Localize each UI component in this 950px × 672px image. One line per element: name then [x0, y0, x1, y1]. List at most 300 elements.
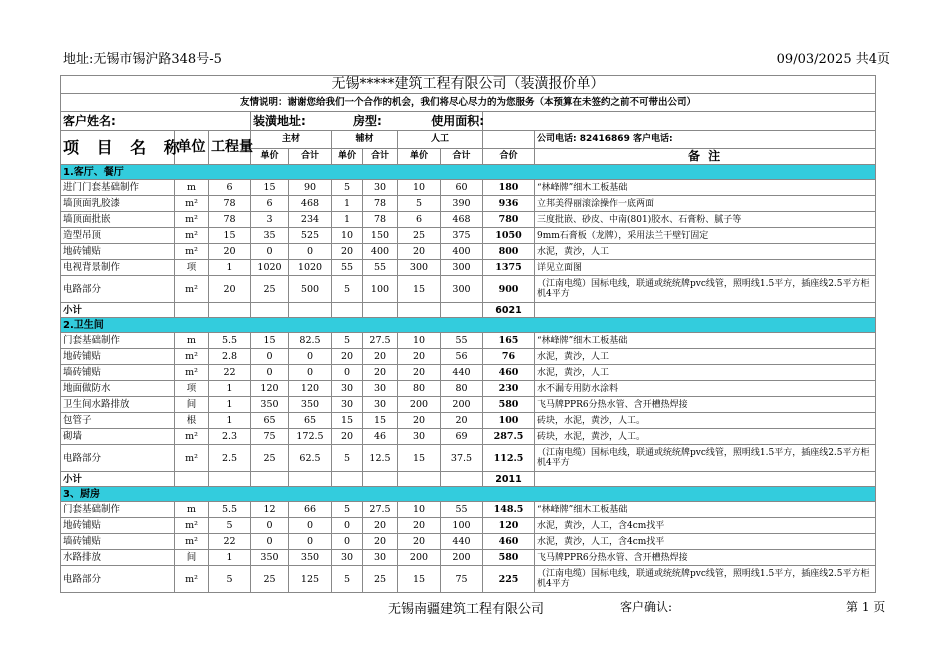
labor-subtotal: 400: [441, 244, 483, 260]
company-phone: 公司电话: 82416869 客户电话:: [535, 131, 876, 149]
table-row: [61, 212, 876, 228]
quantity: 78: [209, 196, 251, 212]
labor-subtotal: 100: [441, 518, 483, 534]
labor-unit-price: 20: [398, 518, 441, 534]
table-row: [61, 196, 876, 212]
labor-subtotal: 468: [441, 212, 483, 228]
col-item: 项 目 名 称: [61, 131, 175, 165]
subtotal-label: 小计: [61, 472, 175, 487]
aux-unit-price: 30: [332, 381, 363, 397]
footer-company: 无锡南疆建筑工程有限公司: [388, 602, 545, 617]
unit: m²: [175, 518, 209, 534]
sheet-title: 无锡*****建筑工程有限公司（装潢报价单）: [61, 76, 876, 94]
main-unit-price: 12: [251, 502, 289, 518]
section-title: 1.客厅、餐厅: [61, 165, 876, 180]
subtotal-row: [61, 472, 876, 487]
aux-unit-price: 15: [332, 413, 363, 429]
labor-unit-price: 10: [398, 502, 441, 518]
info-row: [61, 112, 876, 131]
unit: m²: [175, 534, 209, 550]
main-subtotal: 65: [289, 413, 332, 429]
labor-subtotal: 375: [441, 228, 483, 244]
row-total: 287.5: [483, 429, 535, 445]
aux-subtotal: 20: [363, 349, 398, 365]
main-subtotal: 500: [289, 276, 332, 303]
main-unit-price: 25: [251, 276, 289, 303]
item-name: 电路部分: [61, 276, 175, 303]
table-row: [61, 260, 876, 276]
item-name: 电路部分: [61, 445, 175, 472]
row-total: 112.5: [483, 445, 535, 472]
main-unit-price: 15: [251, 333, 289, 349]
unit: m: [175, 333, 209, 349]
empty-cell: [398, 303, 441, 318]
main-subtotal: 468: [289, 196, 332, 212]
item-name: 墙顶面乳胶漆: [61, 196, 175, 212]
customer-name-label: 客户姓名:: [61, 112, 251, 131]
aux-subtotal: 100: [363, 276, 398, 303]
table-row: [61, 566, 876, 593]
empty-cell: [441, 472, 483, 487]
main-subtotal: 90: [289, 180, 332, 196]
empty-cell: [175, 303, 209, 318]
labor-subtotal: 37.5: [441, 445, 483, 472]
item-name: 地砖铺贴: [61, 518, 175, 534]
col-aux-subtotal: 合计: [363, 149, 398, 165]
aux-subtotal: 55: [363, 260, 398, 276]
row-total: 936: [483, 196, 535, 212]
unit: 项: [175, 260, 209, 276]
row-total: 1375: [483, 260, 535, 276]
aux-unit-price: 20: [332, 244, 363, 260]
header-date-pages: 09/03/2025 共4页: [776, 52, 890, 67]
main-unit-price: 35: [251, 228, 289, 244]
main-subtotal: 0: [289, 349, 332, 365]
main-subtotal: 82.5: [289, 333, 332, 349]
main-subtotal: 0: [289, 534, 332, 550]
quantity: 1: [209, 397, 251, 413]
main-subtotal: 62.5: [289, 445, 332, 472]
notice-text: 友情说明：谢谢您给我们一个合作的机会，我们将尽心尽力的为您服务（本预算在未签约之前不可带出公司）: [61, 94, 876, 112]
main-subtotal: 0: [289, 365, 332, 381]
remark: 9mm石膏板（龙牌），采用法兰干壁钉固定: [535, 228, 876, 244]
unit: m²: [175, 228, 209, 244]
labor-unit-price: 20: [398, 413, 441, 429]
row-total: 76: [483, 349, 535, 365]
labor-unit-price: 20: [398, 365, 441, 381]
labor-subtotal: 300: [441, 276, 483, 303]
labor-subtotal: 440: [441, 534, 483, 550]
row-total: 230: [483, 381, 535, 397]
item-name: 卫生间水路排放: [61, 397, 175, 413]
unit: m²: [175, 196, 209, 212]
aux-subtotal: 20: [363, 365, 398, 381]
main-unit-price: 0: [251, 244, 289, 260]
item-name: 门套基础制作: [61, 333, 175, 349]
quantity: 1: [209, 413, 251, 429]
quantity: 5: [209, 566, 251, 593]
remark: “林峰牌”细木工板基础: [535, 333, 876, 349]
table-row: [61, 502, 876, 518]
aux-unit-price: 20: [332, 429, 363, 445]
row-total: 460: [483, 365, 535, 381]
table-row: [61, 333, 876, 349]
remark: 立邦美得丽滚涂操作一底两面: [535, 196, 876, 212]
header-address: 地址:无锡市锡沪路348号-5: [63, 52, 222, 67]
empty-cell: [332, 303, 363, 318]
remark: 水泥，黄沙，人工，含4cm找平: [535, 518, 876, 534]
empty-cell: [332, 472, 363, 487]
col-main-unit-price: 单价: [251, 149, 289, 165]
quantity: 20: [209, 244, 251, 260]
quantity: 1: [209, 550, 251, 566]
labor-subtotal: 80: [441, 381, 483, 397]
col-qty: 工程量: [209, 131, 251, 165]
main-unit-price: 0: [251, 518, 289, 534]
col-aux-unit-price: 单价: [332, 149, 363, 165]
remark: 砖块，水泥，黄沙，人工。: [535, 413, 876, 429]
unit: m²: [175, 445, 209, 472]
empty-cell: [441, 303, 483, 318]
main-subtotal: 66: [289, 502, 332, 518]
unit: m²: [175, 349, 209, 365]
quantity: 15: [209, 228, 251, 244]
item-name: 地砖铺贴: [61, 244, 175, 260]
row-total: 165: [483, 333, 535, 349]
aux-subtotal: 30: [363, 381, 398, 397]
labor-subtotal: 55: [441, 502, 483, 518]
unit: m²: [175, 276, 209, 303]
main-unit-price: 350: [251, 550, 289, 566]
main-unit-price: 3: [251, 212, 289, 228]
row-total: 180: [483, 180, 535, 196]
layout-label: 房型:: [353, 113, 382, 128]
remark: 三度批嵌、砂皮、中南(801)胶水、石膏粉、腻子等: [535, 212, 876, 228]
aux-subtotal: 20: [363, 518, 398, 534]
row-total: 780: [483, 212, 535, 228]
quantity: 22: [209, 534, 251, 550]
quantity: 78: [209, 212, 251, 228]
aux-subtotal: 27.5: [363, 333, 398, 349]
labor-subtotal: 60: [441, 180, 483, 196]
unit: m²: [175, 365, 209, 381]
aux-unit-price: 5: [332, 566, 363, 593]
table-row: [61, 349, 876, 365]
quantity: 6: [209, 180, 251, 196]
quantity: 20: [209, 276, 251, 303]
remark: 水泥，黄沙，人工: [535, 244, 876, 260]
item-name: 电视背景制作: [61, 260, 175, 276]
aux-subtotal: 30: [363, 180, 398, 196]
aux-subtotal: 30: [363, 397, 398, 413]
aux-unit-price: 5: [332, 276, 363, 303]
remark: 飞马牌PPR6分热水管、含开槽热焊接: [535, 397, 876, 413]
remark: （江南电缆）国标电线，联通或统统牌pvc线管，照明线1.5平方，插座线2.5平方柜机4平方: [535, 276, 876, 303]
empty-cell: [175, 472, 209, 487]
labor-subtotal: 390: [441, 196, 483, 212]
table-row: [61, 381, 876, 397]
labor-unit-price: 20: [398, 349, 441, 365]
labor-unit-price: 15: [398, 276, 441, 303]
labor-unit-price: 10: [398, 333, 441, 349]
quote-sheet: [60, 75, 875, 593]
item-name: 地面做防水: [61, 381, 175, 397]
aux-unit-price: 0: [332, 534, 363, 550]
row-total: 100: [483, 413, 535, 429]
row-total: 1050: [483, 228, 535, 244]
table-row: [61, 429, 876, 445]
aux-unit-price: 0: [332, 365, 363, 381]
aux-unit-price: 5: [332, 445, 363, 472]
labor-unit-price: 15: [398, 445, 441, 472]
remark: “林峰牌”细木工板基础: [535, 502, 876, 518]
quote-table-body: [61, 76, 876, 593]
main-subtotal: 525: [289, 228, 332, 244]
main-subtotal: 125: [289, 566, 332, 593]
main-subtotal: 350: [289, 550, 332, 566]
aux-subtotal: 30: [363, 550, 398, 566]
empty-cell: [251, 472, 289, 487]
main-unit-price: 25: [251, 566, 289, 593]
table-row: [61, 276, 876, 303]
labor-unit-price: 5: [398, 196, 441, 212]
main-subtotal: 350: [289, 397, 332, 413]
aux-unit-price: 1: [332, 196, 363, 212]
row-total: 225: [483, 566, 535, 593]
main-unit-price: 350: [251, 397, 289, 413]
col-blank: [483, 131, 535, 149]
main-subtotal: 1020: [289, 260, 332, 276]
main-unit-price: 120: [251, 381, 289, 397]
quantity: 5: [209, 518, 251, 534]
empty-cell: [535, 303, 876, 318]
table-row: [61, 397, 876, 413]
subtotal-label: 小计: [61, 303, 175, 318]
quantity: 2.8: [209, 349, 251, 365]
col-main-material: 主材: [251, 131, 332, 149]
table-row: [61, 228, 876, 244]
main-unit-price: 0: [251, 534, 289, 550]
labor-subtotal: 75: [441, 566, 483, 593]
unit: m: [175, 180, 209, 196]
quantity: 2.5: [209, 445, 251, 472]
aux-unit-price: 10: [332, 228, 363, 244]
title-row: [61, 76, 876, 94]
labor-subtotal: 55: [441, 333, 483, 349]
aux-subtotal: 46: [363, 429, 398, 445]
table-row: [61, 445, 876, 472]
labor-subtotal: 200: [441, 550, 483, 566]
unit: m²: [175, 244, 209, 260]
col-aux-material: 辅材: [332, 131, 398, 149]
remark: （江南电缆）国标电线，联通或统统牌pvc线管，照明线1.5平方，插座线2.5平方柜机4平方: [535, 566, 876, 593]
aux-unit-price: 0: [332, 518, 363, 534]
section-header: [61, 165, 876, 180]
area-label: 使用面积:: [431, 113, 484, 128]
notice-row: [61, 94, 876, 112]
row-total: 800: [483, 244, 535, 260]
row-total: 460: [483, 534, 535, 550]
unit: m: [175, 502, 209, 518]
row-total: 120: [483, 518, 535, 534]
labor-unit-price: 200: [398, 550, 441, 566]
quantity: 2.3: [209, 429, 251, 445]
item-name: 水路排放: [61, 550, 175, 566]
unit: m²: [175, 566, 209, 593]
quantity: 1: [209, 260, 251, 276]
table-row: [61, 180, 876, 196]
aux-unit-price: 1: [332, 212, 363, 228]
empty-cell: [209, 472, 251, 487]
remark: 水泥，黄沙，人工: [535, 349, 876, 365]
table-row: [61, 413, 876, 429]
col-labor-subtotal: 合计: [441, 149, 483, 165]
unit: 根: [175, 413, 209, 429]
subtotal-row: [61, 303, 876, 318]
footer-customer-confirm: 客户确认:: [620, 600, 673, 614]
labor-subtotal: 200: [441, 397, 483, 413]
main-subtotal: 120: [289, 381, 332, 397]
item-name: 门套基础制作: [61, 502, 175, 518]
main-subtotal: 0: [289, 518, 332, 534]
labor-unit-price: 30: [398, 429, 441, 445]
layout-area-cell: [353, 112, 876, 131]
main-unit-price: 1020: [251, 260, 289, 276]
empty-cell: [363, 472, 398, 487]
labor-unit-price: 20: [398, 244, 441, 260]
table-row: [61, 550, 876, 566]
row-total: 580: [483, 550, 535, 566]
quote-table: [60, 75, 876, 593]
aux-subtotal: 25: [363, 566, 398, 593]
labor-unit-price: 6: [398, 212, 441, 228]
main-unit-price: 75: [251, 429, 289, 445]
item-name: 墙砖铺贴: [61, 365, 175, 381]
aux-unit-price: 5: [332, 180, 363, 196]
main-unit-price: 6: [251, 196, 289, 212]
remark: 砖块，水泥，黄沙，人工。: [535, 429, 876, 445]
empty-cell: [398, 472, 441, 487]
labor-unit-price: 200: [398, 397, 441, 413]
item-name: 墙砖铺贴: [61, 534, 175, 550]
empty-cell: [251, 303, 289, 318]
table-row: [61, 518, 876, 534]
remark: 水泥，黄沙，人工: [535, 365, 876, 381]
aux-unit-price: 30: [332, 550, 363, 566]
empty-cell: [535, 472, 876, 487]
row-total: 900: [483, 276, 535, 303]
subtotal-value: 2011: [483, 472, 535, 487]
item-name: 包管子: [61, 413, 175, 429]
item-name: 地砖铺贴: [61, 349, 175, 365]
empty-cell: [363, 303, 398, 318]
unit: m²: [175, 212, 209, 228]
aux-unit-price: 5: [332, 502, 363, 518]
aux-unit-price: 30: [332, 397, 363, 413]
aux-subtotal: 12.5: [363, 445, 398, 472]
quantity: 1: [209, 381, 251, 397]
table-row: [61, 244, 876, 260]
empty-cell: [289, 472, 332, 487]
table-row: [61, 365, 876, 381]
subtotal-value: 6021: [483, 303, 535, 318]
empty-cell: [209, 303, 251, 318]
main-unit-price: 0: [251, 365, 289, 381]
section-header: [61, 487, 876, 502]
remark: 水不漏专用防水涂料: [535, 381, 876, 397]
remark: 水泥，黄沙，人工，含4cm找平: [535, 534, 876, 550]
main-unit-price: 15: [251, 180, 289, 196]
row-total: 580: [483, 397, 535, 413]
header-row-1: [61, 131, 876, 149]
unit: 项: [175, 381, 209, 397]
item-name: 砌墙: [61, 429, 175, 445]
col-remarks: 备 注: [535, 149, 876, 165]
unit: 间: [175, 550, 209, 566]
remark: “林峰牌”细木工板基础: [535, 180, 876, 196]
labor-subtotal: 300: [441, 260, 483, 276]
col-total: 合价: [483, 149, 535, 165]
unit: 间: [175, 397, 209, 413]
item-name: 造型吊顶: [61, 228, 175, 244]
item-name: 墙顶面批嵌: [61, 212, 175, 228]
aux-subtotal: 78: [363, 196, 398, 212]
labor-subtotal: 69: [441, 429, 483, 445]
labor-unit-price: 15: [398, 566, 441, 593]
aux-subtotal: 27.5: [363, 502, 398, 518]
labor-unit-price: 25: [398, 228, 441, 244]
quantity: 22: [209, 365, 251, 381]
aux-subtotal: 15: [363, 413, 398, 429]
item-name: 进门门套基础制作: [61, 180, 175, 196]
labor-unit-price: 300: [398, 260, 441, 276]
labor-unit-price: 10: [398, 180, 441, 196]
row-total: 148.5: [483, 502, 535, 518]
main-subtotal: 0: [289, 244, 332, 260]
main-subtotal: 234: [289, 212, 332, 228]
col-main-subtotal: 合计: [289, 149, 332, 165]
empty-cell: [289, 303, 332, 318]
labor-unit-price: 80: [398, 381, 441, 397]
remark: 飞马牌PPR6分热水管、含开槽热焊接: [535, 550, 876, 566]
labor-subtotal: 56: [441, 349, 483, 365]
aux-subtotal: 150: [363, 228, 398, 244]
quantity: 5.5: [209, 333, 251, 349]
main-unit-price: 25: [251, 445, 289, 472]
aux-unit-price: 5: [332, 333, 363, 349]
main-subtotal: 172.5: [289, 429, 332, 445]
quantity: 5.5: [209, 502, 251, 518]
labor-unit-price: 20: [398, 534, 441, 550]
main-unit-price: 65: [251, 413, 289, 429]
section-header: [61, 318, 876, 333]
col-unit: 单位: [175, 131, 209, 165]
col-labor: 人工: [398, 131, 483, 149]
remark: 详见立面图: [535, 260, 876, 276]
labor-subtotal: 20: [441, 413, 483, 429]
main-unit-price: 0: [251, 349, 289, 365]
aux-subtotal: 78: [363, 212, 398, 228]
section-title: 2.卫生间: [61, 318, 876, 333]
item-name: 电路部分: [61, 566, 175, 593]
section-title: 3、厨房: [61, 487, 876, 502]
footer-page-number: 第 1 页: [846, 600, 886, 614]
unit: m²: [175, 429, 209, 445]
table-row: [61, 534, 876, 550]
aux-unit-price: 55: [332, 260, 363, 276]
col-labor-unit-price: 单价: [398, 149, 441, 165]
address-label: 装潢地址:: [251, 112, 483, 131]
